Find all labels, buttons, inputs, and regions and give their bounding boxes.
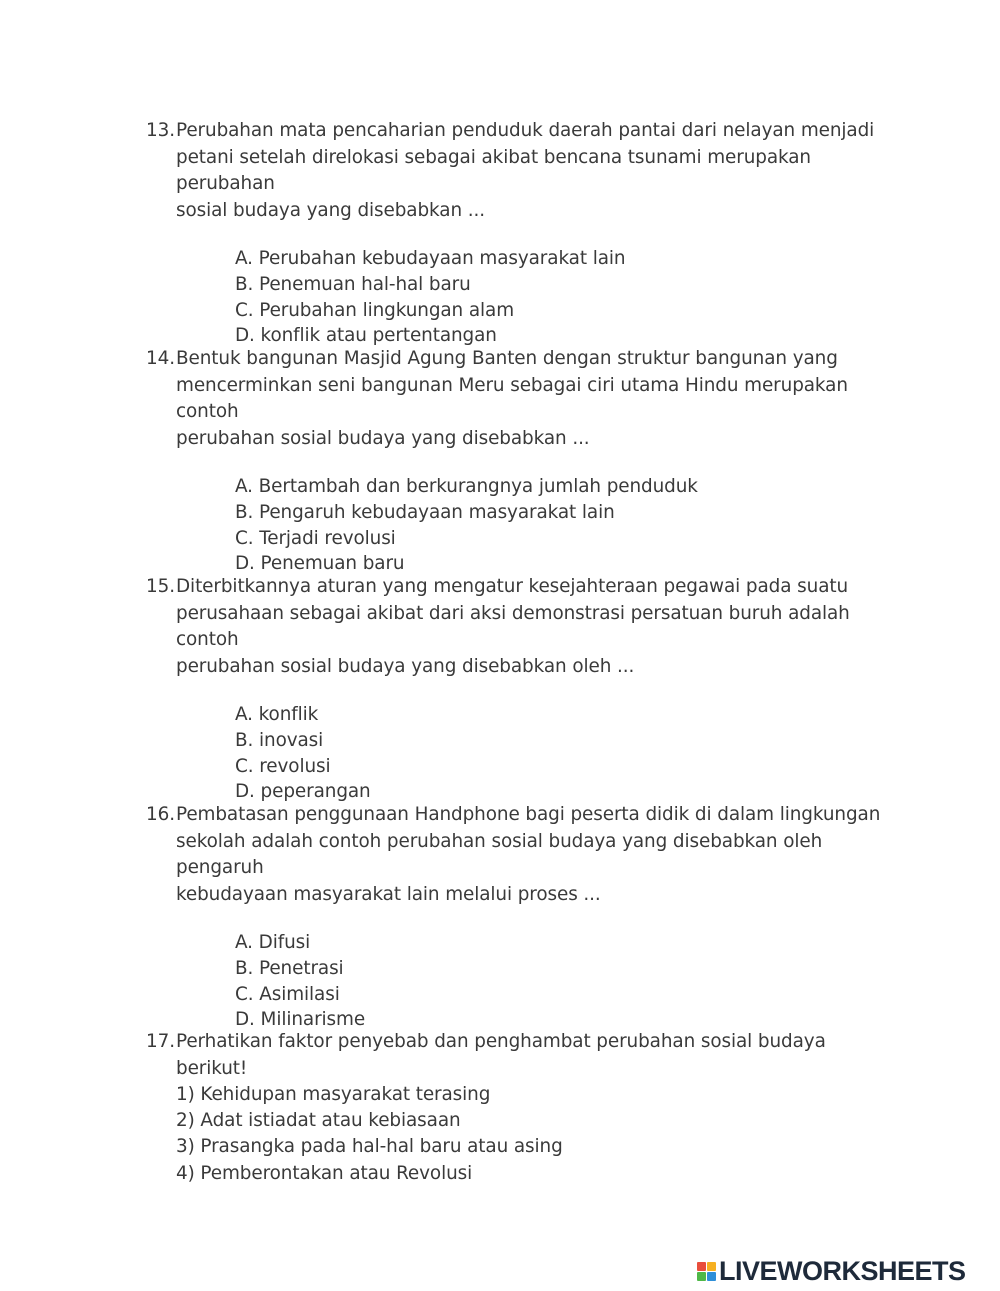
statement-list [176, 1082, 886, 1187]
statement-item: 1) Kehidupan masyarakat terasing [176, 1084, 491, 1105]
option-c[interactable]: C. revolusi [235, 755, 331, 777]
answer-options [235, 702, 886, 805]
option-b[interactable]: B. inovasi [235, 729, 324, 751]
option-d[interactable]: D. konflik atau pertentangan [235, 325, 497, 347]
question-text: Perhatikan faktor penyebab dan penghambat perubahan sosial budaya berikut! [176, 1031, 826, 1079]
question-text: Bentuk bangunan Masjid Agung Banten dengan struktur bangunan yang mencerminkan seni bangunan Meru sebagai ciri utama Hindu merupakan contoh perubahan sosial budaya yang disebabkan ... [176, 348, 848, 449]
question-15 [146, 574, 886, 805]
logo-block [707, 1262, 716, 1271]
question-text: Diterbitkannya aturan yang mengatur kesejahteraan pegawai pada suatu perusahaan sebagai akibat dari aksi demonstrasi persatuan buruh adalah contoh perubahan sosial budaya yang disebabkan oleh ... [176, 576, 850, 677]
question-number: 14. [146, 348, 175, 369]
option-a[interactable]: A. Difusi [235, 932, 311, 953]
option-a[interactable]: A. konflik [235, 704, 319, 725]
logo-block [697, 1272, 706, 1281]
option-b[interactable]: B. Penetrasi [235, 957, 344, 979]
statement-item: 2) Adat istiadat atau kebiasaan [176, 1110, 461, 1132]
statement-item: 4) Pemberontakan atau Revolusi [176, 1162, 473, 1184]
option-c[interactable]: C. Asimilasi [235, 983, 340, 1005]
question-number: 16. [146, 804, 175, 825]
option-d[interactable]: D. peperangan [235, 781, 371, 803]
answer-options [235, 474, 886, 577]
answer-options [235, 930, 886, 1033]
option-d[interactable]: D. Milinarisme [235, 1009, 366, 1031]
statement-item: 3) Prasangka pada hal-hal baru atau asing [176, 1136, 563, 1158]
liveworksheets-logo [697, 1256, 966, 1286]
question-13 [146, 118, 886, 349]
option-c[interactable]: C. Terjadi revolusi [235, 527, 396, 549]
question-17 [146, 1029, 886, 1187]
question-number: 13. [146, 120, 175, 141]
answer-options [235, 246, 886, 349]
question-number: 15. [146, 576, 175, 597]
option-b[interactable]: B. Penemuan hal-hal baru [235, 273, 471, 295]
option-b[interactable]: B. Pengaruh kebudayaan masyarakat lain [235, 501, 615, 523]
question-text: Pembatasan penggunaan Handphone bagi peserta didik di dalam lingkungan sekolah adalah contoh perubahan sosial budaya yang disebabkan oleh pengaruh kebudayaan masyarakat lain melalui proses ... [176, 804, 881, 905]
logo-text: LIVEWORKSHEETS [719, 1255, 966, 1286]
option-a[interactable]: A. Perubahan kebudayaan masyarakat lain [235, 248, 626, 269]
logo-block [697, 1262, 706, 1271]
option-d[interactable]: D. Penemuan baru [235, 553, 405, 575]
option-a[interactable]: A. Bertambah dan berkurangnya jumlah penduduk [235, 476, 698, 497]
question-16 [146, 802, 886, 1033]
logo-blocks-icon [697, 1262, 716, 1281]
question-14 [146, 346, 886, 577]
question-number: 17. [146, 1031, 175, 1052]
question-text: Perubahan mata pencaharian penduduk daerah pantai dari nelayan menjadi petani setelah direlokasi sebagai akibat bencana tsunami merupakan perubahan sosial budaya yang disebabkan ... [176, 120, 875, 221]
logo-block [707, 1272, 716, 1281]
option-c[interactable]: C. Perubahan lingkungan alam [235, 299, 515, 321]
